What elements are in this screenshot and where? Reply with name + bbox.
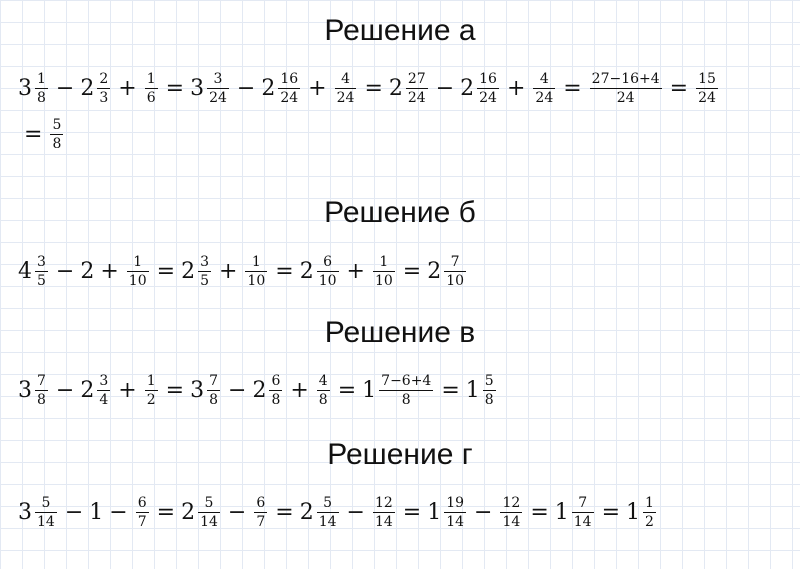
fraction-denominator: 24 bbox=[280, 90, 299, 106]
operator: − bbox=[346, 499, 365, 525]
fraction bbox=[696, 72, 718, 105]
fraction-numerator: 3 bbox=[200, 254, 209, 270]
mixed-number bbox=[80, 72, 112, 105]
mixed-number bbox=[427, 255, 468, 288]
fraction-denominator: 10 bbox=[318, 273, 337, 289]
fraction bbox=[35, 374, 48, 407]
equation-line-a2 bbox=[18, 118, 65, 151]
operator: = bbox=[275, 258, 294, 284]
fraction bbox=[145, 72, 158, 105]
operator: + bbox=[506, 75, 526, 101]
operator: − bbox=[236, 75, 256, 101]
fraction-denominator: 5 bbox=[37, 273, 46, 289]
fraction-denominator: 8 bbox=[209, 392, 218, 408]
mixed-number bbox=[555, 496, 596, 529]
fraction bbox=[35, 255, 48, 288]
fraction-numerator: 3 bbox=[99, 373, 109, 389]
mixed-number bbox=[181, 255, 213, 288]
fraction bbox=[317, 374, 330, 407]
fraction-denominator: 8 bbox=[52, 136, 62, 152]
fraction bbox=[643, 496, 656, 529]
fraction bbox=[207, 374, 220, 407]
fraction-numerator: 1 bbox=[645, 495, 654, 511]
operator: + bbox=[100, 258, 119, 284]
mixed-number bbox=[626, 496, 658, 529]
mixed-number-whole: 2 bbox=[388, 75, 403, 101]
fraction-denominator: 10 bbox=[128, 273, 147, 289]
fraction bbox=[145, 374, 158, 407]
fraction bbox=[207, 72, 229, 105]
fraction bbox=[533, 72, 555, 105]
operator: + bbox=[218, 258, 238, 284]
mixed-number-whole: 4 bbox=[18, 258, 32, 284]
fraction-numerator: 15 bbox=[698, 71, 716, 87]
number: 1 bbox=[89, 499, 104, 525]
fraction-numerator: 19 bbox=[446, 495, 465, 511]
fraction bbox=[373, 496, 395, 529]
fraction-numerator: 2 bbox=[99, 71, 109, 87]
fraction-denominator: 14 bbox=[573, 514, 592, 530]
fraction-denominator: 8 bbox=[271, 392, 281, 408]
fraction-numerator: 7 bbox=[209, 373, 218, 389]
fraction-denominator: 8 bbox=[37, 90, 46, 106]
operator: = bbox=[156, 499, 176, 525]
fraction-numerator: 5 bbox=[52, 117, 62, 133]
fraction-denominator: 14 bbox=[502, 514, 521, 530]
operator: = bbox=[402, 258, 422, 284]
fraction-denominator: 8 bbox=[318, 392, 328, 408]
operator: − bbox=[474, 499, 493, 525]
operator: − bbox=[55, 75, 75, 101]
mixed-number bbox=[80, 374, 112, 407]
fraction-denominator: 14 bbox=[446, 514, 465, 530]
fraction bbox=[444, 255, 466, 288]
mixed-number-whole: 1 bbox=[362, 377, 377, 403]
mixed-number-whole: 2 bbox=[181, 499, 196, 525]
fraction-denominator: 8 bbox=[401, 392, 411, 408]
mixed-number-whole: 2 bbox=[261, 75, 276, 101]
fraction bbox=[50, 118, 63, 151]
mixed-number-whole: 2 bbox=[80, 75, 95, 101]
mixed-number bbox=[252, 374, 284, 407]
fraction-numerator: 5 bbox=[323, 495, 333, 511]
fraction-denominator: 3 bbox=[99, 90, 109, 106]
fraction-numerator: 12 bbox=[502, 495, 521, 511]
fraction bbox=[444, 496, 466, 529]
fraction-denominator: 14 bbox=[200, 514, 218, 530]
fraction-numerator: 5 bbox=[41, 495, 51, 511]
operator: − bbox=[228, 377, 247, 403]
fraction-denominator: 10 bbox=[446, 273, 465, 289]
mixed-number-whole: 2 bbox=[299, 499, 314, 525]
fraction-denominator: 14 bbox=[318, 514, 337, 530]
fraction-denominator: 8 bbox=[484, 392, 494, 408]
operator: = bbox=[165, 377, 185, 403]
fraction-denominator: 24 bbox=[407, 90, 426, 106]
operator: − bbox=[227, 499, 247, 525]
fraction bbox=[379, 374, 433, 407]
fraction-denominator: 10 bbox=[247, 273, 266, 289]
operator: + bbox=[118, 377, 137, 403]
fraction-denominator: 7 bbox=[137, 514, 147, 530]
operator: − bbox=[64, 499, 84, 525]
fraction-numerator: 1 bbox=[379, 254, 389, 270]
mixed-number-whole: 1 bbox=[626, 499, 641, 525]
fraction bbox=[278, 72, 300, 105]
heading-solution-b: Решение б bbox=[324, 196, 476, 229]
mixed-number bbox=[18, 374, 50, 407]
fraction bbox=[35, 72, 48, 105]
heading-solution-a: Решение а bbox=[324, 14, 476, 47]
mixed-number bbox=[427, 496, 468, 529]
fraction-numerator: 27 bbox=[407, 71, 426, 87]
fraction-numerator: 1 bbox=[133, 254, 143, 270]
fraction-numerator: 16 bbox=[479, 71, 497, 87]
operator: = bbox=[165, 75, 185, 101]
fraction bbox=[373, 255, 395, 288]
fraction bbox=[97, 374, 110, 407]
operator: = bbox=[275, 499, 294, 525]
fraction-numerator: 16 bbox=[280, 71, 299, 87]
fraction bbox=[483, 374, 496, 407]
fraction bbox=[35, 496, 57, 529]
fraction-numerator: 1 bbox=[37, 71, 46, 87]
equation-line-b bbox=[18, 255, 468, 288]
mixed-number-whole: 1 bbox=[554, 499, 569, 525]
fraction-denominator: 6 bbox=[146, 90, 156, 106]
fraction bbox=[317, 496, 339, 529]
mixed-number bbox=[18, 255, 50, 288]
mixed-number-whole: 2 bbox=[181, 258, 196, 284]
heading-solution-g: Решение г bbox=[327, 438, 473, 471]
mixed-number bbox=[466, 374, 498, 407]
fraction-denominator: 14 bbox=[374, 514, 393, 530]
mixed-number bbox=[190, 374, 222, 407]
fraction-numerator: 3 bbox=[213, 71, 223, 87]
fraction-numerator: 7 bbox=[578, 495, 588, 511]
mixed-number bbox=[181, 496, 222, 529]
heading-solution-v: Решение в bbox=[324, 316, 476, 349]
fraction-denominator: 2 bbox=[146, 392, 156, 408]
fraction-numerator: 4 bbox=[318, 373, 328, 389]
mixed-number-whole: 2 bbox=[460, 75, 475, 101]
operator: = bbox=[156, 258, 176, 284]
operator: = bbox=[601, 499, 621, 525]
mixed-number bbox=[300, 255, 341, 288]
fraction-denominator: 24 bbox=[616, 90, 635, 106]
mixed-number bbox=[362, 374, 435, 407]
fraction bbox=[335, 72, 357, 105]
mixed-number bbox=[18, 72, 50, 105]
fraction-denominator: 5 bbox=[200, 273, 209, 289]
operator: = bbox=[530, 499, 549, 525]
fraction bbox=[254, 496, 267, 529]
mixed-number-whole: 2 bbox=[252, 377, 267, 403]
operator: = bbox=[441, 377, 460, 403]
mixed-number-whole: 1 bbox=[427, 499, 442, 525]
fraction-numerator: 7 bbox=[37, 373, 46, 389]
operator: = bbox=[563, 75, 582, 101]
operator: = bbox=[402, 499, 422, 525]
fraction bbox=[136, 496, 149, 529]
fraction-denominator: 24 bbox=[336, 90, 355, 106]
fraction bbox=[477, 72, 499, 105]
mixed-number-whole: 3 bbox=[18, 75, 32, 101]
operator: = bbox=[669, 75, 689, 101]
mixed-number bbox=[389, 72, 430, 105]
fraction bbox=[127, 255, 149, 288]
mixed-number-whole: 2 bbox=[80, 377, 95, 403]
fraction bbox=[198, 496, 220, 529]
mixed-number-whole: 2 bbox=[427, 258, 442, 284]
fraction-numerator: 6 bbox=[137, 495, 147, 511]
equation-line-a1 bbox=[18, 72, 720, 105]
fraction-numerator: 7 bbox=[450, 254, 460, 270]
operator: + bbox=[308, 75, 327, 101]
fraction-denominator: 14 bbox=[37, 514, 55, 530]
fraction-numerator: 1 bbox=[146, 373, 156, 389]
operator: = bbox=[24, 121, 43, 147]
equation-line-v bbox=[18, 374, 498, 407]
mixed-number bbox=[261, 72, 302, 105]
mixed-number-whole: 1 bbox=[465, 377, 480, 403]
fraction-numerator: 6 bbox=[256, 495, 266, 511]
fraction-denominator: 7 bbox=[256, 514, 266, 530]
mixed-number-whole: 3 bbox=[190, 377, 205, 403]
fraction bbox=[245, 255, 267, 288]
operator: + bbox=[346, 258, 365, 284]
fraction-denominator: 10 bbox=[374, 273, 393, 289]
number: 2 bbox=[80, 258, 95, 284]
fraction-denominator: 8 bbox=[37, 392, 46, 408]
fraction-numerator: 6 bbox=[323, 254, 333, 270]
operator: = bbox=[364, 75, 383, 101]
fraction-numerator: 6 bbox=[271, 373, 281, 389]
fraction-denominator: 24 bbox=[209, 90, 227, 106]
operator: = bbox=[337, 377, 357, 403]
mixed-number bbox=[460, 72, 501, 105]
fraction-numerator: 1 bbox=[251, 254, 261, 270]
fraction-numerator: 5 bbox=[204, 495, 214, 511]
fraction-numerator: 3 bbox=[37, 254, 46, 270]
fraction-numerator: 12 bbox=[374, 495, 393, 511]
fraction-numerator: 4 bbox=[341, 71, 350, 87]
fraction bbox=[406, 72, 428, 105]
equation-line-g bbox=[18, 496, 658, 529]
mixed-number-whole: 3 bbox=[18, 377, 32, 403]
mixed-number bbox=[300, 496, 341, 529]
fraction-denominator: 24 bbox=[698, 90, 716, 106]
fraction bbox=[198, 255, 211, 288]
mixed-number-whole: 3 bbox=[18, 499, 32, 525]
fraction bbox=[500, 496, 522, 529]
fraction-numerator: 1 bbox=[146, 71, 156, 87]
operator: − bbox=[55, 258, 75, 284]
operator: − bbox=[55, 377, 75, 403]
fraction bbox=[590, 72, 662, 105]
mixed-number-whole: 3 bbox=[190, 75, 205, 101]
fraction bbox=[317, 255, 339, 288]
operator: + bbox=[290, 377, 309, 403]
fraction bbox=[269, 374, 282, 407]
fraction-numerator: 4 bbox=[539, 71, 549, 87]
fraction bbox=[572, 496, 594, 529]
fraction-denominator: 24 bbox=[535, 90, 554, 106]
fraction-denominator: 24 bbox=[479, 90, 497, 106]
operator: − bbox=[435, 75, 455, 101]
fraction bbox=[97, 72, 110, 105]
mixed-number bbox=[18, 496, 59, 529]
fraction-numerator: 27−16+4 bbox=[591, 71, 660, 87]
mixed-number bbox=[190, 72, 231, 105]
operator: − bbox=[109, 499, 128, 525]
mixed-number-whole: 2 bbox=[299, 258, 314, 284]
fraction-numerator: 7−6+4 bbox=[381, 373, 432, 389]
fraction-numerator: 5 bbox=[484, 373, 494, 389]
fraction-denominator: 2 bbox=[645, 514, 654, 530]
operator: + bbox=[118, 75, 137, 101]
fraction-denominator: 4 bbox=[99, 392, 109, 408]
